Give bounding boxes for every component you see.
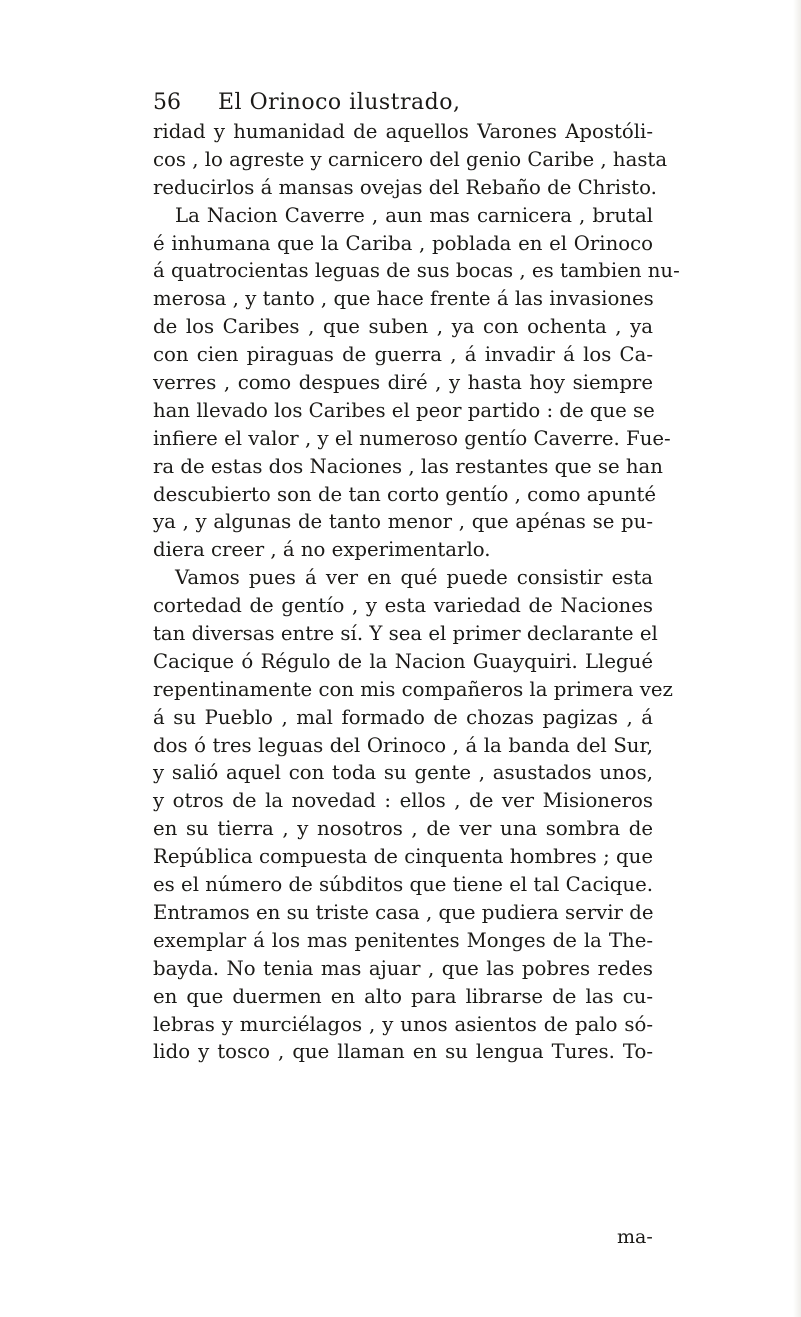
text-line: á quatrocientas leguas de sus bocas , es tambien nu- <box>153 259 680 283</box>
page-edge-shadow <box>793 0 801 1317</box>
text-line: con cien piraguas de guerra , á invadir á los Ca- <box>153 343 653 367</box>
text-line: en que duermen en alto para librarse de las cu- <box>153 984 653 1008</box>
text-line: á su Pueblo , mal formado de chozas pagizas , á <box>153 705 653 729</box>
body-text <box>153 118 680 1066</box>
text-line: infiere el valor , y el numeroso gentío Caverre. Fue- <box>153 426 671 450</box>
text-line: Entramos en su triste casa , que pudiera servir de <box>153 900 654 924</box>
text-line: es el número de súbditos que tiene el tal Cacique. <box>153 873 653 897</box>
text-line: Cacique ó Régulo de la Nacion Guayquiri. Llegué <box>153 649 653 673</box>
text-line: reducirlos á mansas ovejas del Rebaño de Christo. <box>153 175 657 199</box>
text-line: cortedad de gentío , y esta variedad de Naciones <box>153 594 653 618</box>
text-line: y otros de la novedad : ellos , de ver Misioneros <box>153 789 653 813</box>
catchword: ma- <box>617 1226 653 1248</box>
text-line: ra de estas dos Naciones , las restantes que se han <box>153 454 663 478</box>
text-line: en su tierra , y nosotros , de ver una sombra de <box>153 817 653 841</box>
page-number: 56 <box>153 90 181 115</box>
text-line: diera creer , á no experimentarlo. <box>153 538 491 562</box>
text-line: tan diversas entre sí. Y sea el primer declarante el <box>153 622 658 646</box>
running-head: El Orinoco ilustrado, <box>218 90 461 115</box>
text-line: lido y tosco , que llaman en su lengua Tures. To- <box>153 1040 653 1064</box>
text-line: de los Caribes , que suben , ya con ochenta , ya <box>153 315 653 339</box>
text-line: exemplar á los mas penitentes Monges de la The- <box>153 928 653 952</box>
text-line: ridad y humanidad de aquellos Varones Apostóli- <box>153 120 653 143</box>
text-line: verres , como despues diré , y hasta hoy siempre <box>153 371 653 395</box>
text-line: cos , lo agreste y carnicero del genio Caribe , hasta <box>153 147 668 171</box>
text-line: y salió aquel con toda su gente , asustados unos, <box>153 761 653 785</box>
text-line: descubierto son de tan corto gentío , como apunté <box>153 482 657 506</box>
text-line: La Nacion Caverre , aun mas carnicera , brutal <box>175 203 653 227</box>
text-line: República compuesta de cinquenta hombres ; que <box>153 845 653 869</box>
text-line: repentinamente con mis compañeros la primera vez <box>153 677 673 701</box>
text-line: bayda. No tenia mas ajuar , que las pobres redes <box>153 956 653 980</box>
text-line: dos ó tres leguas del Orinoco , á la banda del Sur, <box>153 733 653 757</box>
text-line: é inhumana que la Cariba , poblada en el Orinoco <box>153 231 653 255</box>
text-line: ya , y algunas de tanto menor , que apénas se pu- <box>153 510 653 534</box>
page-header <box>153 86 673 120</box>
text-line: Vamos pues á ver en qué puede consistir esta <box>175 566 653 590</box>
text-line: han llevado los Caribes el peor partido : de que se <box>153 398 655 422</box>
text-line: merosa , y tanto , que hace frente á las invasiones <box>153 287 654 311</box>
text-line: lebras y murciélagos , y unos asientos de palo só- <box>153 1012 653 1036</box>
